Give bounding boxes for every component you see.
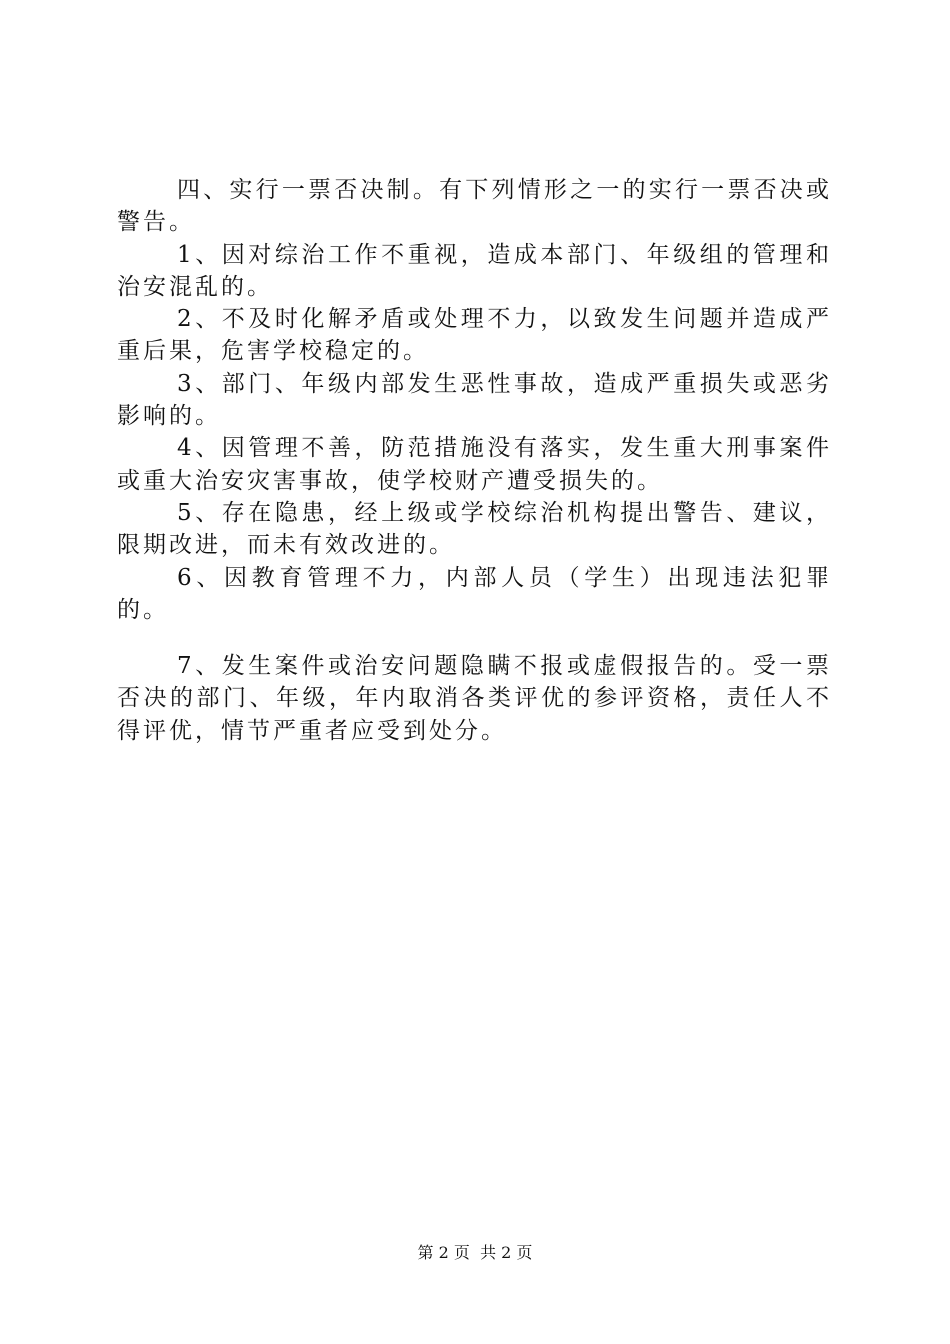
list-item: 4、因管理不善，防范措施没有落实，发生重大刑事案件或重大治安灾害事故，使学校财产遭受损失的。 xyxy=(117,435,832,494)
list-item: 3、部门、年级内部发生恶性事故，造成严重损失或恶劣影响的。 xyxy=(117,370,832,430)
page-footer: 第 2 页 共 2 页 xyxy=(417,1243,533,1262)
section-heading-paragraph: 四、实行一票否决制。有下列情形之一的实行一票否决或警告。 xyxy=(117,177,832,236)
closing-paragraph: 7、发生案件或治安问题隐瞒不报或虚假报告的。受一票否决的部门、年级，年内取消各类评优的参评资格，责任人不得评优，情节严重者应受到处分。 xyxy=(117,653,832,744)
list-item: 2、不及时化解矛盾或处理不力，以致发生问题并造成严重后果，危害学校稳定的。 xyxy=(117,306,832,365)
list-item: 5、存在隐患，经上级或学校综治机构提出警告、建议，限期改进，而未有效改进的。 xyxy=(117,499,832,559)
document-body xyxy=(117,174,832,747)
list-item: 1、因对综治工作不重视，造成本部门、年级组的管理和治安混乱的。 xyxy=(117,241,832,300)
list-item: 6、因教育管理不力，内部人员（学生）出现违法犯罪的。 xyxy=(117,564,832,623)
